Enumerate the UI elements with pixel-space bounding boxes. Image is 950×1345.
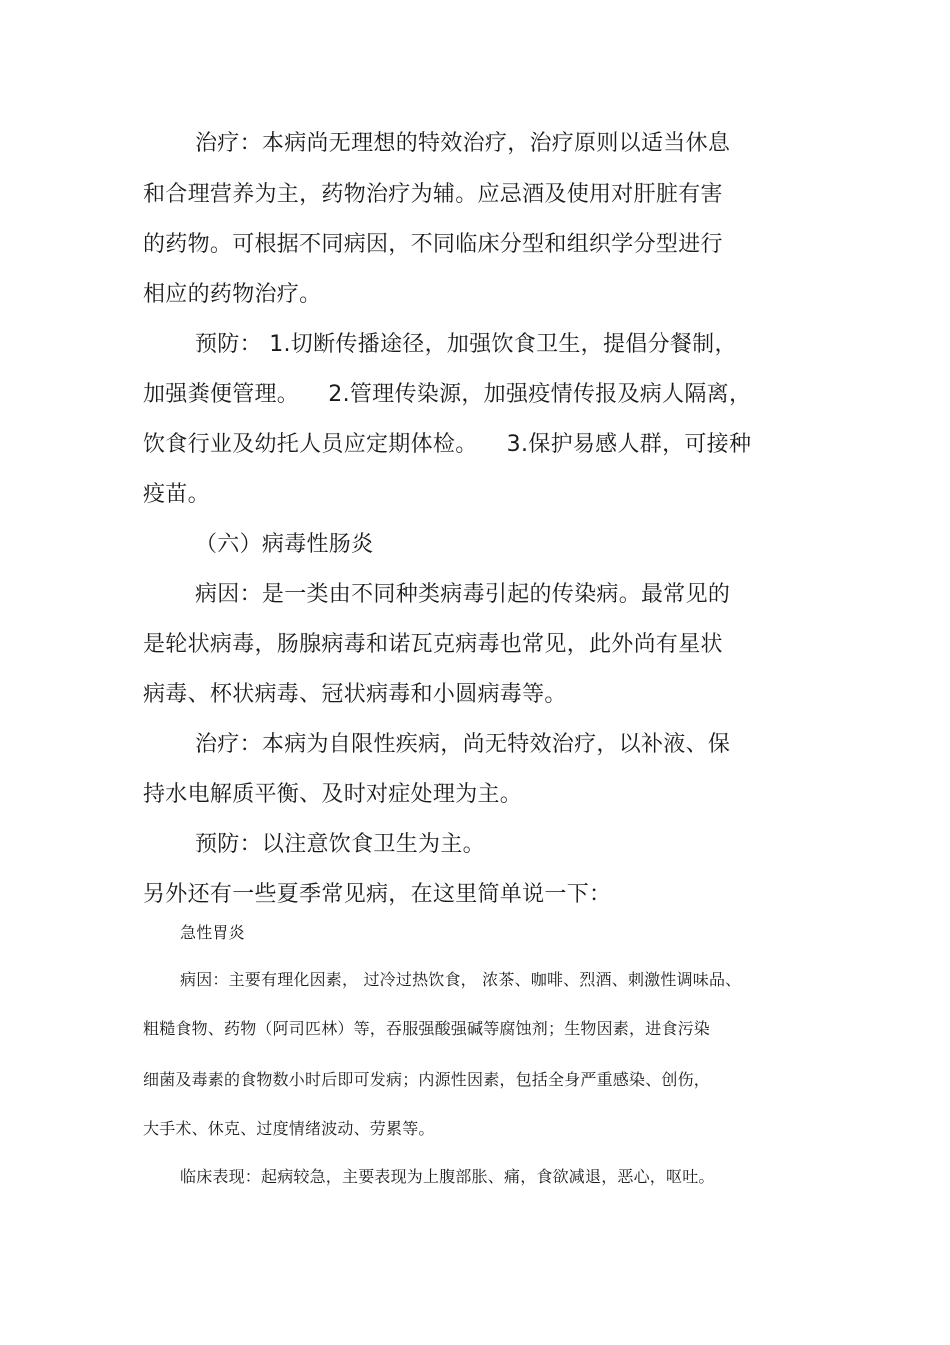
text-line: 预防： 1.切断传播途径，加强饮食卫生，提倡分餐制， (195, 332, 737, 357)
text-line: 治疗：本病为自限性疾病，尚无特效治疗，以补液、保 (195, 732, 731, 757)
text-line: 是轮状病毒，肠腺病毒和诺瓦克病毒也常见，此外尚有星状 (143, 632, 723, 657)
text-line: 病毒、杯状病毒、冠状病毒和小圆病毒等。 (143, 682, 567, 707)
text-line: 和合理营养为主，药物治疗为辅。应忌酒及使用对肝脏有害 (143, 182, 723, 207)
text-line: 粗糙食物、药物（阿司匹林）等，吞服强酸强碱等腐蚀剂；生物因素，进食污染 (143, 1019, 711, 1038)
text-line: 治疗：本病尚无理想的特效治疗，治疗原则以适当休息 (195, 131, 731, 156)
text-line: 相应的药物治疗。 (143, 282, 322, 307)
text-line: 疫苗。 (143, 482, 210, 507)
section-heading: （六）病毒性肠炎 (195, 532, 374, 557)
text-line: 病因：是一类由不同种类病毒引起的传染病。最常见的 (195, 582, 731, 607)
subsection-heading: 急性胃炎 (180, 923, 245, 942)
text-line: 饮食行业及幼托人员应定期体检。 3.保护易感人群，可接种 (143, 432, 752, 457)
text-line: 持水电解质平衡、及时对症处理为主。 (143, 782, 523, 807)
text-line: 病因：主要有理化因素， 过冷过热饮食， 浓茶、咖啡、烈酒、刺激性调味品、 (180, 970, 742, 989)
text-line: 的药物。可根据不同病因，不同临床分型和组织学分型进行 (143, 232, 723, 257)
text-line: 细菌及毒素的食物数小时后即可发病；内源性因素，包括全身严重感染、创伤， (143, 1070, 711, 1089)
text-line: 预防：以注意饮食卫生为主。 (195, 832, 485, 857)
text-line: 大手术、休克、过度情绪波动、劳累等。 (143, 1119, 435, 1138)
text-line: 另外还有一些夏季常见病，在这里简单说一下： (143, 882, 612, 907)
text-line: 加强粪便管理。 2.管理传染源，加强疫情传报及病人隔离， (143, 382, 752, 407)
text-line: 临床表现：起病较急，主要表现为上腹部胀、痛，食欲减退，恶心，呕吐。 (180, 1167, 715, 1186)
